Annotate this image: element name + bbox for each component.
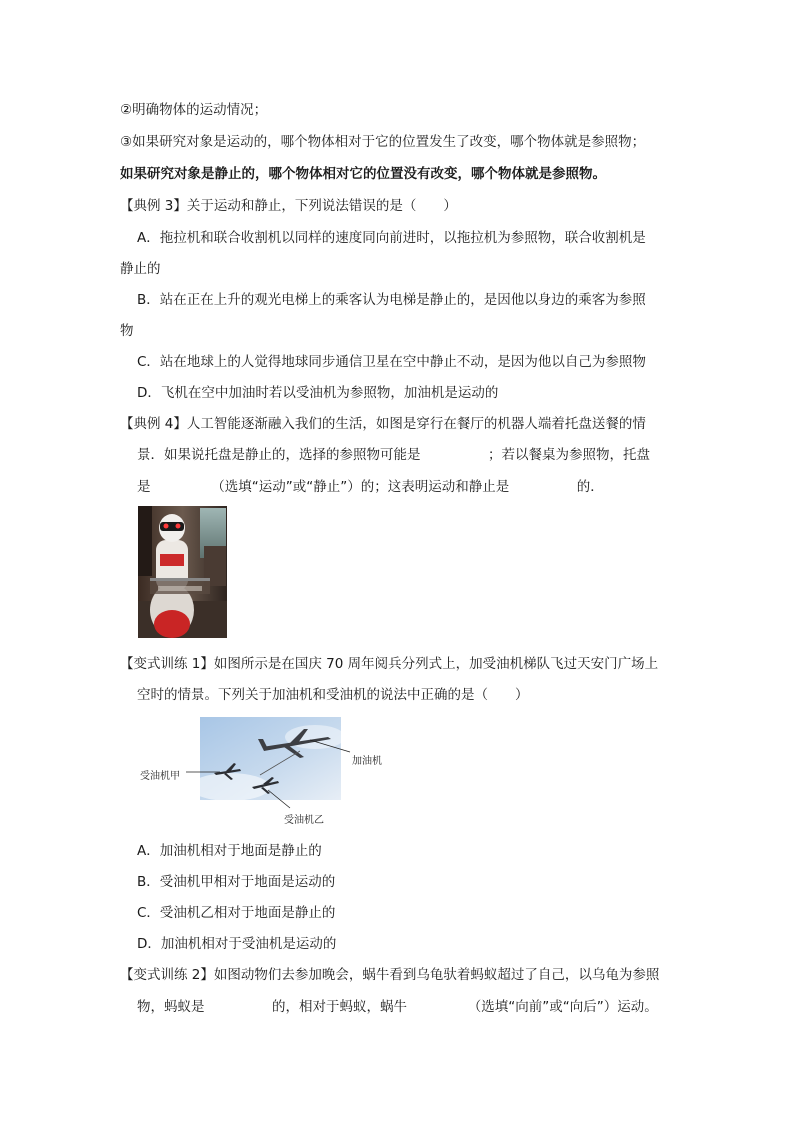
option-c: C．受油机乙相对于地面是静止的 xyxy=(137,905,336,921)
aircraft-photo xyxy=(200,717,341,800)
robot-photo xyxy=(138,506,227,638)
option-c: C．站在地球上的人觉得地球同步通信卫星在空中静止不动，是因为他以自己为参照物 xyxy=(137,354,646,370)
variant-1-title: 【变式训练 1】如图所示是在国庆 70 周年阅兵分列式上，加受油机梯队飞过天安门广场上 xyxy=(120,656,659,672)
option-b: B．受油机甲相对于地面是运动的 xyxy=(137,874,336,890)
text-line: 如果研究对象是静止的，哪个物体相对它的位置没有改变，哪个物体就是参照物。 xyxy=(120,166,606,182)
example-4-title: 【典例 4】人工智能逐渐融入我们的生活，如图是穿行在餐厅的机器人端着托盘送餐的情 xyxy=(120,416,646,432)
option-b-cont: 物 xyxy=(120,323,134,339)
label-receiver-b: 受油机乙 xyxy=(284,815,324,826)
option-d: D．飞机在空中加油时若以受油机为参照物，加油机是运动的 xyxy=(137,385,499,401)
example-3-title: 【典例 3】关于运动和静止，下列说法错误的是（ ） xyxy=(120,198,457,214)
example-4-line: 是 （选填“运动”或“静止”）的；这表明运动和静止是 的． xyxy=(137,479,604,495)
option-b: B．站在正在上升的观光电梯上的乘客认为电梯是静止的，是因他以身边的乘客为参照 xyxy=(137,292,646,308)
example-4-line: 景．如果说托盘是静止的，选择的参照物可能是 ；若以餐桌为参照物，托盘 xyxy=(137,447,650,463)
label-tanker: 加油机 xyxy=(352,756,382,767)
variant-1-line: 空时的情景。下列关于加油机和受油机的说法中正确的是（ ） xyxy=(137,687,529,703)
option-a-cont: 静止的 xyxy=(120,261,161,277)
option-a: A．加油机相对于地面是静止的 xyxy=(137,843,322,859)
text-line: ③如果研究对象是运动的，哪个物体相对于它的位置发生了改变，哪个物体就是参照物； xyxy=(120,134,646,150)
option-d: D．加油机相对于受油机是运动的 xyxy=(137,936,337,952)
label-receiver-a: 受油机甲 xyxy=(140,771,180,782)
variant-2-line: 物，蚂蚁是 的，相对于蚂蚁，蜗牛 （选填“向前”或“向后”）运动。 xyxy=(137,999,658,1015)
option-a: A．拖拉机和联合收割机以同样的速度同向前进时，以拖拉机为参照物，联合收割机是 xyxy=(137,230,646,246)
variant-2-title: 【变式训练 2】如图动物们去参加晚会，蜗牛看到乌龟驮着蚂蚁超过了自己，以乌龟为参照 xyxy=(120,967,660,983)
text-line: ②明确物体的运动情况； xyxy=(120,102,268,118)
